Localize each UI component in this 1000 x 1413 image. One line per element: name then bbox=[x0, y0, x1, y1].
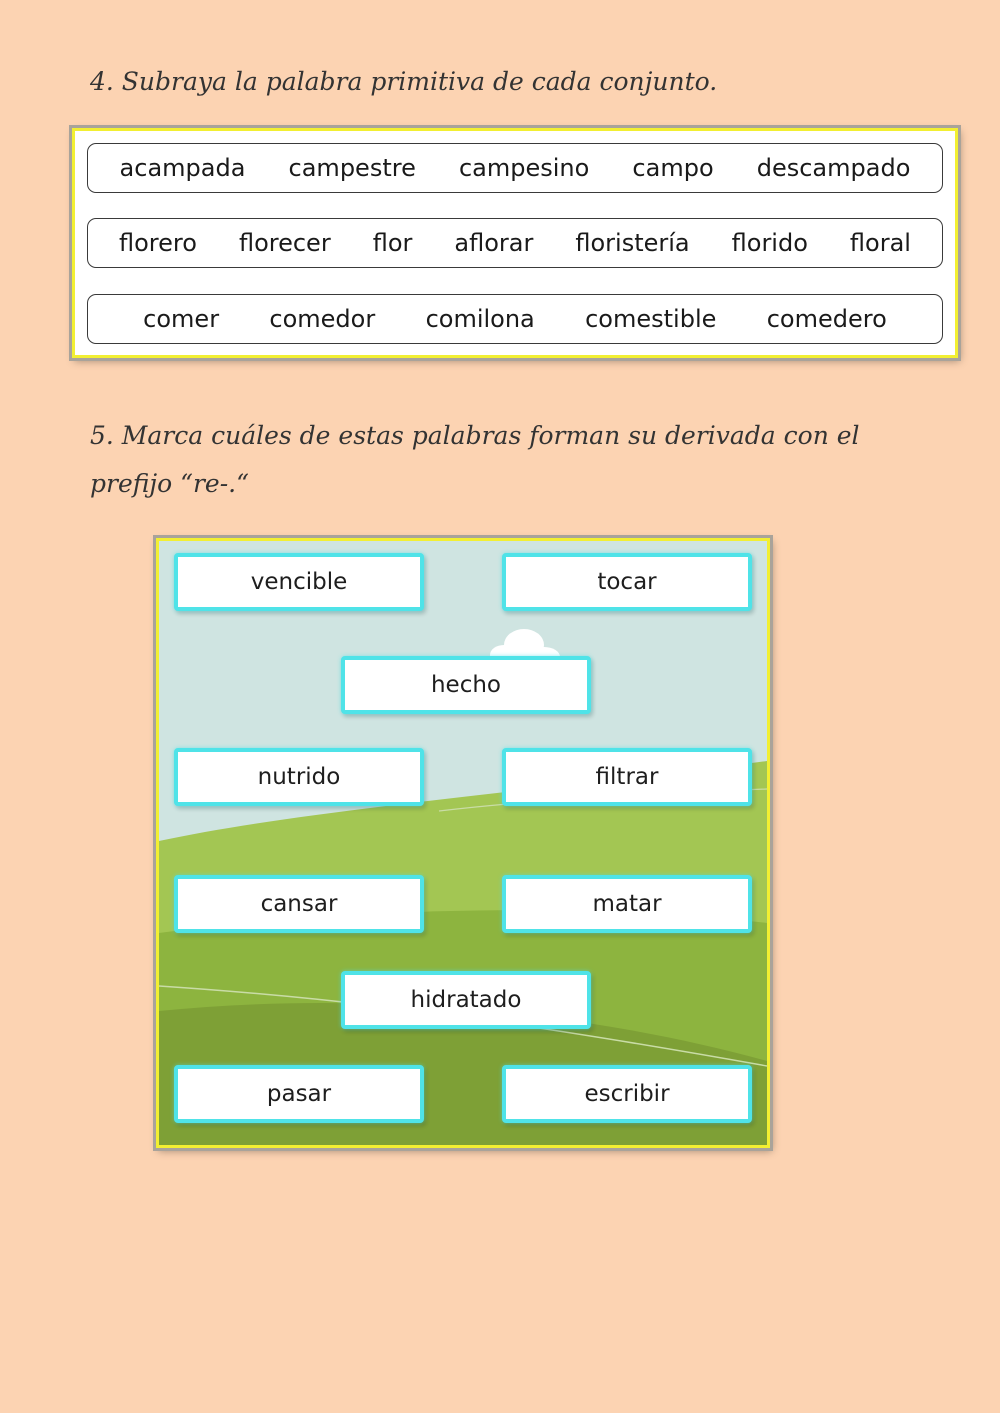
word-comedero[interactable]: comedero bbox=[766, 305, 887, 333]
word-campesino[interactable]: campesino bbox=[458, 154, 590, 182]
word-campo[interactable]: campo bbox=[632, 154, 714, 182]
option-vencible[interactable]: vencible bbox=[174, 553, 424, 611]
option-filtrar[interactable]: filtrar bbox=[502, 748, 752, 806]
word-set-campo bbox=[87, 143, 943, 193]
landscape-background bbox=[159, 541, 767, 1145]
word-floral[interactable]: floral bbox=[849, 229, 911, 257]
word-comer[interactable]: comer bbox=[143, 305, 220, 333]
word-flor[interactable]: flor bbox=[372, 229, 413, 257]
word-florero[interactable]: florero bbox=[119, 229, 197, 257]
exercise-5-panel bbox=[156, 538, 770, 1148]
word-campestre[interactable]: campestre bbox=[288, 154, 416, 182]
word-comedor[interactable]: comedor bbox=[269, 305, 376, 333]
word-comilona[interactable]: comilona bbox=[425, 305, 535, 333]
exercise-4-instruction: 4. Subraya la palabra primitiva de cada conjunto. bbox=[90, 67, 718, 96]
exercise-4-panel bbox=[72, 128, 958, 358]
word-floristeria[interactable]: floristería bbox=[575, 229, 690, 257]
option-cansar[interactable]: cansar bbox=[174, 875, 424, 933]
word-set-comer bbox=[87, 294, 943, 344]
word-set-flor bbox=[87, 218, 943, 268]
word-acampada[interactable]: acampada bbox=[119, 154, 246, 182]
word-comestible[interactable]: comestible bbox=[585, 305, 717, 333]
option-escribir[interactable]: escribir bbox=[502, 1065, 752, 1123]
word-florido[interactable]: florido bbox=[731, 229, 808, 257]
option-hidratado[interactable]: hidratado bbox=[341, 971, 591, 1029]
word-descampado[interactable]: descampado bbox=[756, 154, 911, 182]
option-tocar[interactable]: tocar bbox=[502, 553, 752, 611]
option-hecho[interactable]: hecho bbox=[341, 656, 591, 714]
option-pasar[interactable]: pasar bbox=[174, 1065, 424, 1123]
exercise-5-instruction: 5. Marca cuáles de estas palabras forman su derivada con el prefijo “re-.“ bbox=[90, 421, 860, 498]
option-nutrido[interactable]: nutrido bbox=[174, 748, 424, 806]
option-matar[interactable]: matar bbox=[502, 875, 752, 933]
word-florecer[interactable]: florecer bbox=[238, 229, 331, 257]
word-aflorar[interactable]: aflorar bbox=[454, 229, 534, 257]
